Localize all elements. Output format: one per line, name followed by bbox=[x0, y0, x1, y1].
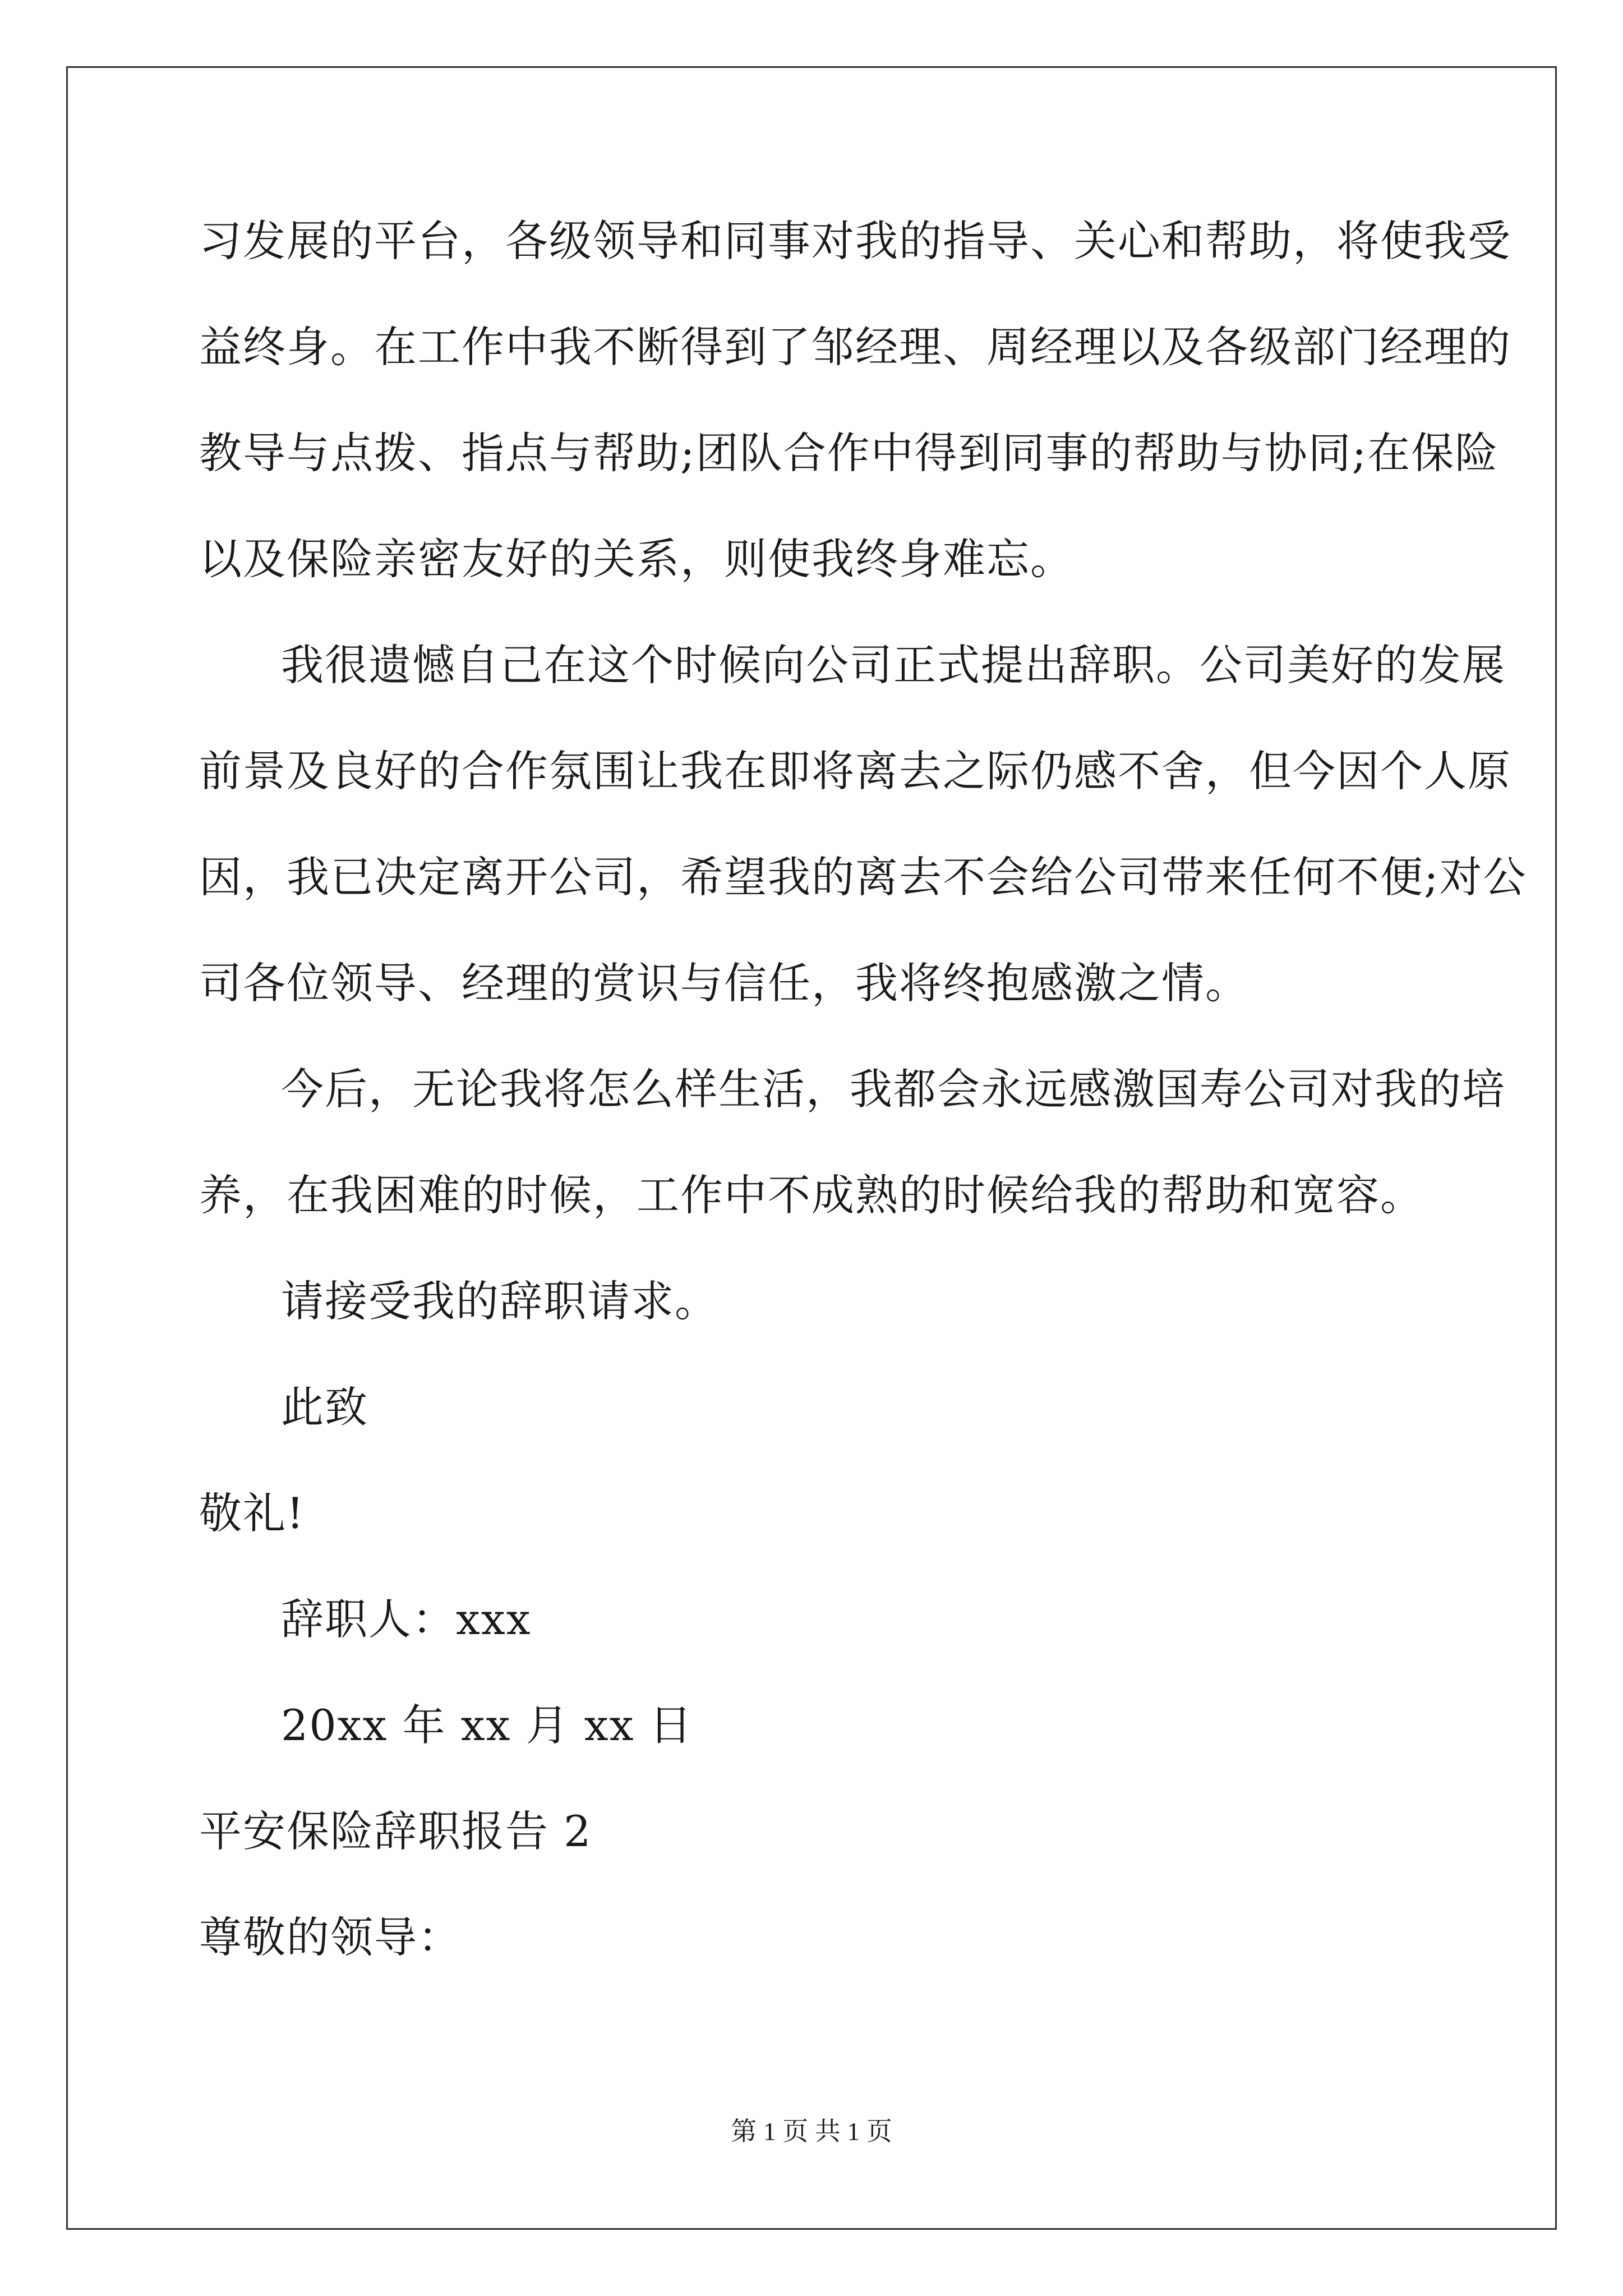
page-border bbox=[66, 66, 1557, 2230]
text-line: 司各位领导、经理的赏识与信任，我将终抱感激之情。 bbox=[199, 958, 1249, 1008]
text-line: 以及保险亲密友好的关系，则使我终身难忘。 bbox=[199, 534, 1074, 584]
text-line: 教导与点拨、指点与帮助;团队合作中得到同事的帮助与协同;在保险 bbox=[199, 428, 1499, 478]
text-line: 习发展的平台，各级领导和同事对我的指导、关心和帮助，将使我受 bbox=[199, 216, 1511, 266]
text-line: 前景及良好的合作氛围让我在即将离去之际仍感不舍，但今因个人原 bbox=[199, 746, 1511, 796]
closing-line: 敬礼! bbox=[199, 1488, 305, 1538]
paragraph-start-line: 我很遗憾自己在这个时候向公司正式提出辞职。公司美好的发展 bbox=[281, 640, 1506, 690]
text-line: 因，我已决定离开公司，希望我的离去不会给公司带来任何不便;对公 bbox=[199, 852, 1527, 902]
date-line: 20xx 年 xx 月 xx 日 bbox=[281, 1700, 693, 1750]
signature-line: 辞职人：xxx bbox=[281, 1594, 532, 1644]
request-line: 请接受我的辞职请求。 bbox=[281, 1276, 718, 1326]
page-number-footer: 第 1 页 共 1 页 bbox=[731, 2117, 892, 2146]
greeting-line: 尊敬的领导： bbox=[199, 1912, 462, 1962]
paragraph-start-line: 今后，无论我将怎么样生活，我都会永远感激国寿公司对我的培 bbox=[281, 1064, 1506, 1114]
text-line: 养，在我困难的时候，工作中不成熟的时候给我的帮助和宽容。 bbox=[199, 1170, 1424, 1220]
section-title: 平安保险辞职报告 2 bbox=[199, 1806, 592, 1856]
text-line: 益终身。在工作中我不断得到了邹经理、周经理以及各级部门经理的 bbox=[199, 322, 1511, 372]
salutation-line: 此致 bbox=[281, 1382, 368, 1432]
